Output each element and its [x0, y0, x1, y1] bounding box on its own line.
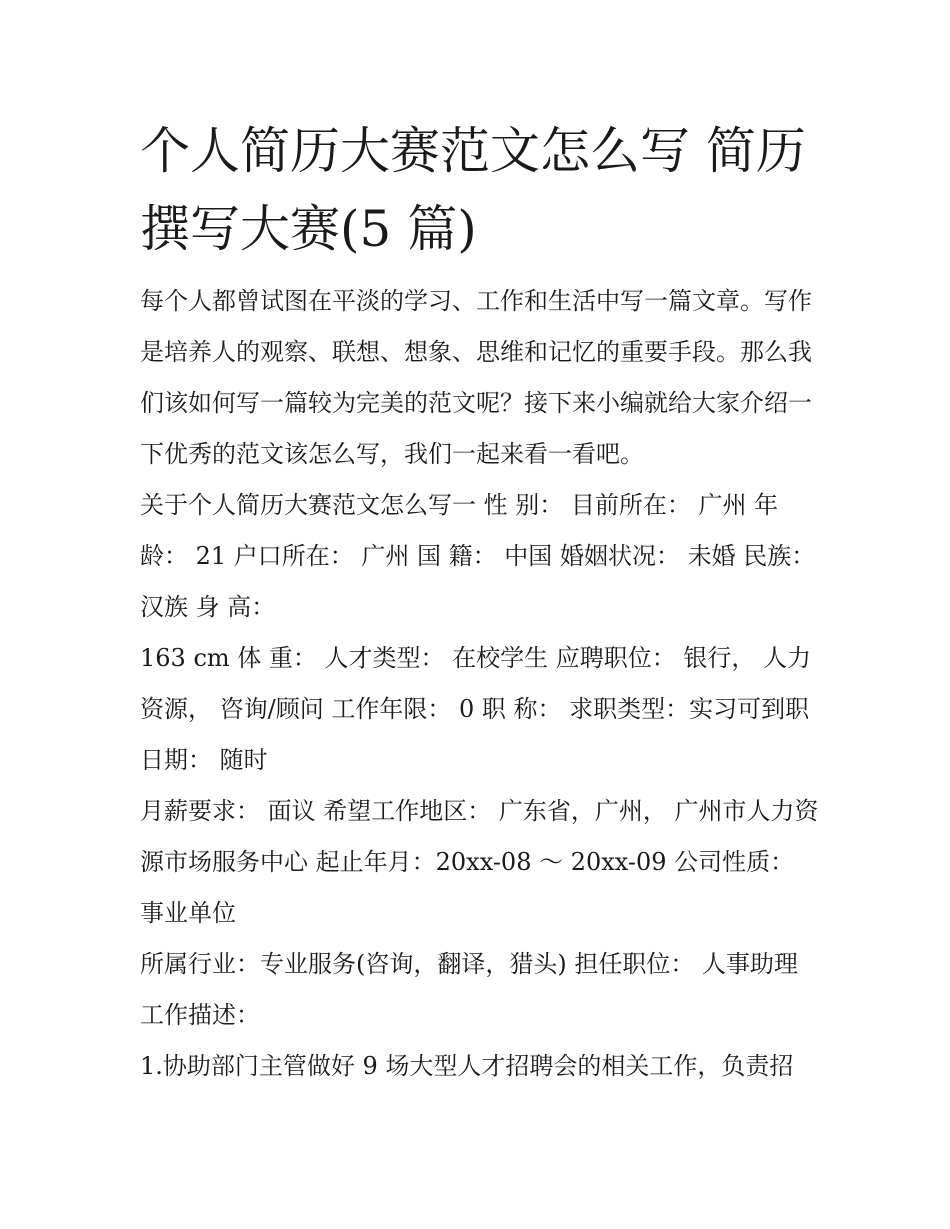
resume-duty-item-paragraph: 1.协助部门主管做好 9 场大型人才招聘会的相关工作，负责招	[140, 1052, 794, 1080]
resume-job-intent-paragraph: 163 cm 体 重： 人才类型： 在校学生 应聘职位： 银行， 人力资源， 咨询/顾问 工作年限： 0 职 称： 求职类型：实习可到职日期： 随时	[140, 644, 812, 774]
document-title: 个人简历大赛范文怎么写 简历撰写大赛(5 篇)	[140, 122, 806, 258]
resume-industry-paragraph: 所属行业：专业服务(咨询，翻译，猎头) 担任职位： 人事助理 工作描述：	[140, 950, 798, 1029]
intro-paragraph: 每个人都曾试图在平淡的学习、工作和生活中写一篇文章。写作是培养人的观察、联想、想象、思维和记忆的重要手段。那么我们该如何写一篇较为完美的范文呢？接下来小编就给大家介绍一下优秀的范文该怎么写，我们一起来看一看吧。	[140, 287, 812, 468]
document-body	[140, 276, 820, 1092]
resume-experience-paragraph: 月薪要求： 面议 希望工作地区： 广东省，广州， 广州市人力资源市场服务中心 起止年月：20xx-08 ～ 20xx-09 公司性质： 事业单位	[140, 797, 819, 927]
resume-basic-info-paragraph: 关于个人简历大赛范文怎么写一 性 别： 目前所在： 广州 年龄： 21 户口所在： 广州 国 籍： 中国 婚姻状况： 未婚 民族： 汉族 身 高：	[140, 491, 816, 621]
